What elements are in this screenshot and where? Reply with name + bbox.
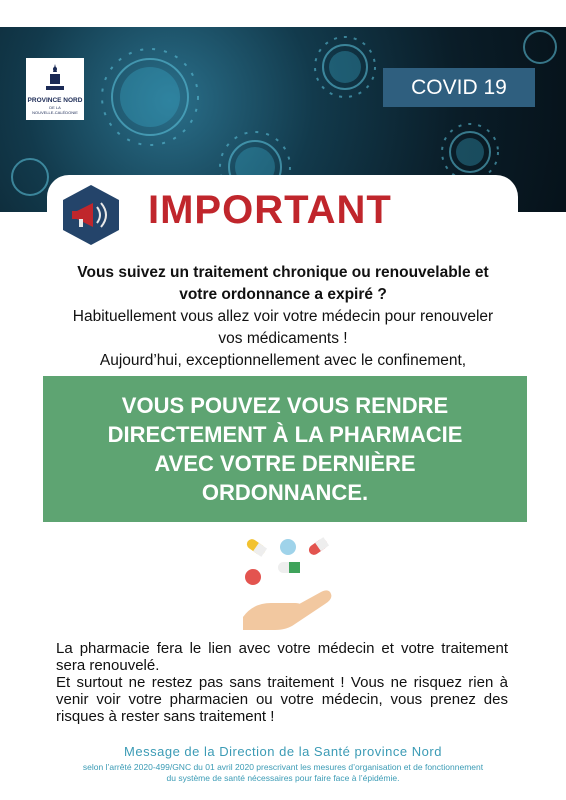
- footer-title: Message de la Direction de la Santé province Nord: [124, 744, 442, 759]
- megaphone-icon: [63, 185, 119, 245]
- logo-title: PROVINCE NORD: [27, 97, 83, 104]
- intro-line-3: Habituellement vous allez voir votre médecin pour renouveler: [72, 308, 494, 325]
- pharmacy-highlight-box: [43, 376, 527, 522]
- intro-line-2: votre ordonnance a expiré ?: [179, 286, 387, 303]
- highlight-line-2: DIRECTEMENT À LA PHARMACIE: [107, 422, 463, 447]
- province-nord-logo: [26, 58, 84, 120]
- covid-badge: COVID 19: [383, 68, 535, 107]
- highlight-line-4: ORDONNANCE.: [201, 480, 369, 505]
- emblem-icon: [26, 60, 84, 98]
- intro-text: [40, 262, 526, 372]
- footer-note: selon l’arrêté 2020-499/GNC du 01 avril 2020 prescrivant les mesures d’organisation et de fonctionnement du système de santé nécessaires pour faire face à l’épidémie.: [82, 762, 484, 783]
- highlight-line-1: VOUS POUVEZ VOUS RENDRE: [121, 393, 449, 418]
- highlight-line-3: AVEC VOTRE DERNIÈRE: [154, 451, 416, 476]
- intro-line-4: vos médicaments !: [218, 330, 348, 347]
- important-heading: IMPORTANT: [148, 188, 392, 232]
- body-text: [56, 640, 508, 725]
- intro-line-5: Aujourd’hui, exceptionnellement avec le confinement,: [99, 352, 467, 369]
- body-paragraph-1: La pharmacie fera le lien avec votre médecin et votre traitement sera renouvelé.: [56, 640, 508, 674]
- logo-sub1: DE LA: [49, 105, 61, 110]
- body-paragraph-2: Et surtout ne restez pas sans traitement ! Vous ne risquez rien à venir voir votre pharmacien ou votre médecin, vous prenez des risques à rester sans traitement !: [56, 674, 508, 725]
- pills-in-hand-icon: [238, 535, 338, 630]
- logo-sub2: NOUVELLE-CALÉDONIE: [32, 110, 78, 115]
- intro-line-1: Vous suivez un traitement chronique ou renouvelable et: [77, 264, 489, 281]
